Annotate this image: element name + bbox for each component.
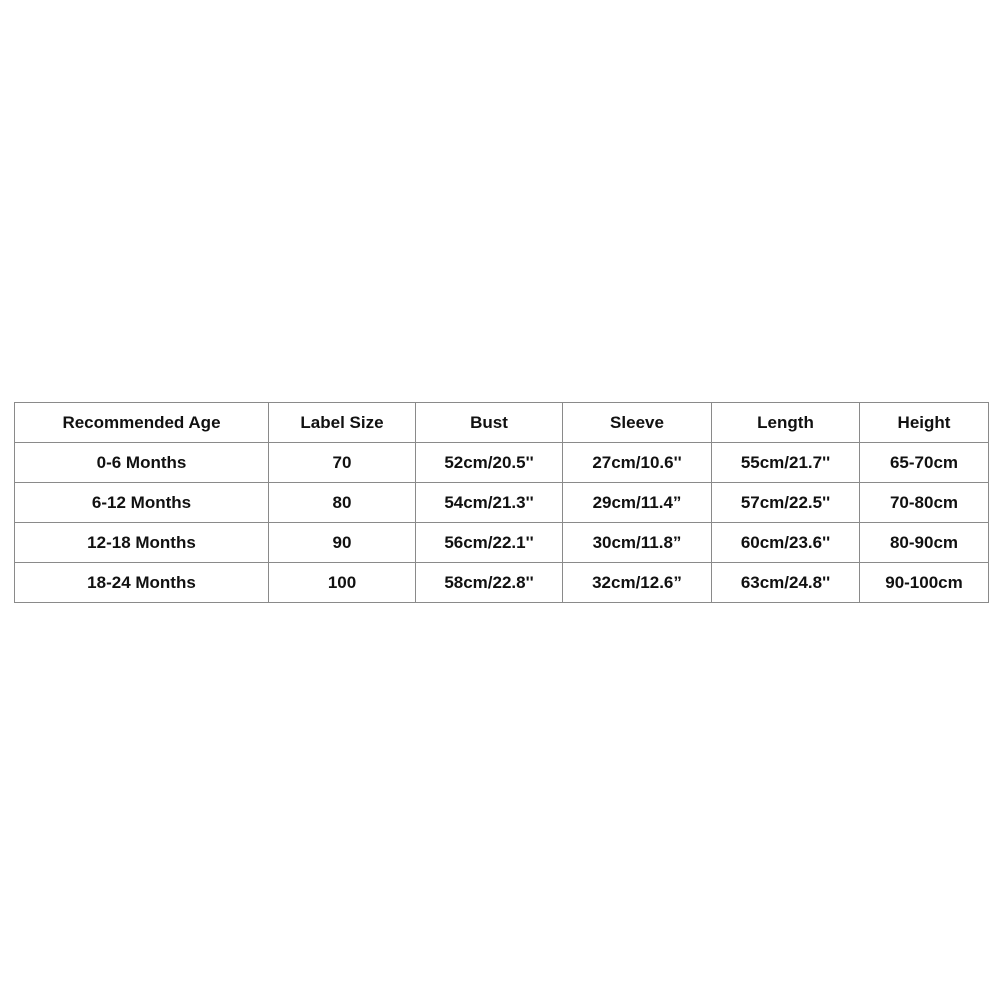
- table-row: [15, 483, 989, 523]
- cell-sleeve: 27cm/10.6'': [563, 443, 712, 483]
- cell-length: 63cm/24.8'': [712, 563, 860, 603]
- cell-label-size: 100: [269, 563, 416, 603]
- cell-height: 70-80cm: [860, 483, 989, 523]
- cell-label-size: 80: [269, 483, 416, 523]
- cell-label-size: 90: [269, 523, 416, 563]
- table-row: [15, 443, 989, 483]
- cell-age: 0-6 Months: [15, 443, 269, 483]
- cell-sleeve: 30cm/11.8”: [563, 523, 712, 563]
- cell-age: 18-24 Months: [15, 563, 269, 603]
- cell-bust: 54cm/21.3'': [416, 483, 563, 523]
- cell-height: 90-100cm: [860, 563, 989, 603]
- header-height: Height: [860, 403, 989, 443]
- cell-bust: 58cm/22.8'': [416, 563, 563, 603]
- cell-sleeve: 29cm/11.4”: [563, 483, 712, 523]
- cell-length: 55cm/21.7'': [712, 443, 860, 483]
- cell-height: 65-70cm: [860, 443, 989, 483]
- cell-label-size: 70: [269, 443, 416, 483]
- table-row: [15, 523, 989, 563]
- header-length: Length: [712, 403, 860, 443]
- cell-height: 80-90cm: [860, 523, 989, 563]
- cell-bust: 56cm/22.1'': [416, 523, 563, 563]
- cell-age: 12-18 Months: [15, 523, 269, 563]
- size-chart-table: [14, 402, 989, 603]
- table-row: [15, 563, 989, 603]
- cell-length: 60cm/23.6'': [712, 523, 860, 563]
- header-bust: Bust: [416, 403, 563, 443]
- cell-bust: 52cm/20.5'': [416, 443, 563, 483]
- table-header-row: [15, 403, 989, 443]
- header-label-size: Label Size: [269, 403, 416, 443]
- header-sleeve: Sleeve: [563, 403, 712, 443]
- cell-length: 57cm/22.5'': [712, 483, 860, 523]
- cell-age: 6-12 Months: [15, 483, 269, 523]
- header-recommended-age: Recommended Age: [15, 403, 269, 443]
- cell-sleeve: 32cm/12.6”: [563, 563, 712, 603]
